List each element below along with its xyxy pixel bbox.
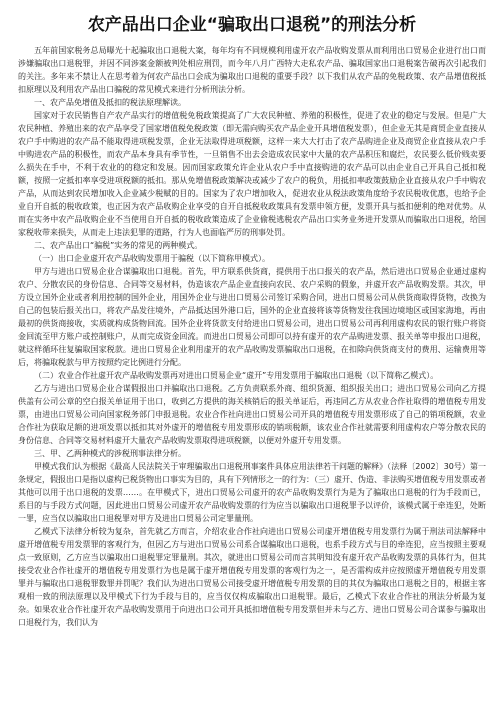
section-heading: （二）农业合作社虚开农产品收购发票再对进出口贸易企业“虚开”专用发票用于骗取出口退税（以下简称乙模式）。 bbox=[34, 371, 439, 380]
section-heading: 三、甲、乙两种模式的涉税刑事法律分析。 bbox=[34, 449, 186, 458]
body-paragraph: 甲方与进出口贸易企业合谋骗取出口退税。首先，甲方联系供货商，提供用于出口报关的农产品，然后进出口贸易企业通过虚构农户、分散农民的身份信息、合同等交易材料，伪造该农产品企业直接向农民、农户采购的假象，并虚开农产品收购发票。其次，甲方设立国外企业或者利用控制的国外企业，用国外企业与进出口贸易公司签订采购合同，进出口贸易公司从供货商取得货物，改换为自己的包装后报关出口，将农产品发往境外，产品抵达国外港口后，国外的企业直接将该等货物发往我国边境地区或国家海地，再由最初的供货商接收，实质就构成货物回流。国外企业将货款支付给进出口贸易公司，进出口贸易公司再利用虚构农民的银行账户将资金回流至甲方账户或控制账户，从而完成资金回流。而进出口贸易公司即可以持有虚开的农产品购进发票、报关单等申报出口退税，就这样循环往复骗取国家税款。进出口贸易企业利用虚开的农产品收购发票骗取出口退税，在扣除向供货商支付的费用、运输费用等后，将骗取税款与甲方按照约定比例进行分配。 bbox=[18, 267, 486, 367]
section-heading: （一）出口企业虚开农产品收购发票用于骗税（以下简称甲模式）。 bbox=[34, 254, 270, 263]
document-title: 农产品出口企业“骗取出口退税”的刑法分析 bbox=[87, 15, 417, 35]
body-paragraph: 乙模式下法律分析较为复杂，首先就乙方而言，介绍农业合作社向进出口贸易公司虚开增值税专用发票行为属于刑法司法解释中虚开增值税专用发票罪的客观行为，但因乙方与进出口贸易公司系合谋骗取出口退税，也系手段方式与目的牵连犯，应当按照主要观点一致原则，乙方应当以骗取出口退税罪定罪量刑。其次，就进出口贸易公司而言其明知没有虚开农产品收购发票的具体行为，但其接受农业合作社虚开的增值税专用发票行为也是属于虚开增值税专用发票的客观行为之一，是否需构成并应按照虚开增值税专用发票罪并与骗取出口退税罪数罪并罚呢？我们认为进出口贸易公司接受虚开增值税专用发票的目的其仅为骗取出口退税之目的，根据主客观相一致的刑法原理以及甲模式下行为手段与目的，应当仅仅构成骗取出口退税罪。最后，乙模式下农业合作社的刑法分析最为复杂。如果农业合作社虚开农产品收购发票用于向进出口公司开具抵扣增值税专用发票但并未与乙方、进出口贸易公司合谋参与骗取出口退税行为，我们认为 bbox=[18, 527, 486, 627]
document-body bbox=[18, 44, 486, 629]
section-heading: 二、农产品出口“骗税”实务的常见的两种模式。 bbox=[34, 241, 203, 250]
body-paragraph: 乙方与进出口贸易企业合谋假报出口并骗取出口退税。乙方负责联系外商、组织货源、组织报关出口；进出口贸易公司向乙方提供盖有公司公章的空白报关单证用于出口，收到乙方提供的海关核销后的报关单证后，再违同乙方从农业合作社取得的增值税专用发票，由进出口贸易公司向国家税务部门申报退税。农业合作社向进出口贸易公司开具的增值税专用发票形成了自己的销项税额，农业合作社为获取足额的进项发票以抵扣其对外虚开的增值税专用发票形成的销项税额，该农业合作社就需要利用虚构农户等分散农民的身份信息、合同等交易材料虚开大量农产品收购发票取得进项税额，以便对外虚开专用发票。 bbox=[18, 384, 486, 445]
body-paragraph: 五年前国家税务总局曝光十起骗取出口退税大案，每年均有不同规模利用虚开农产品收购发票从而利用出口贸易企业进行出口而涉嫌骗取出口退税罪，并因不同涉案金额被判处相应刑罚，而今年八月广西特大走私农产品、骗取国家出口退税案告破再次引起我们的关注。多年来不禁让人在思考着为何农产品出口会成为骗取出口退税的重要手段？以下我们从农产品的免税政策、农产品增值税抵扣原理以及利用农产品出口骗税的常见模式来进行分析刑法分析。 bbox=[18, 46, 486, 94]
section-heading: 一、农产品免增值及抵扣的税法原理解读。 bbox=[34, 98, 186, 107]
body-paragraph: 甲模式我们认为根据《最高人民法院关于审理骗取出口退税刑事案件具体应用法律若干问题的解释》（法释〔2002〕30号）第一条规定，假报出口是指以虚构已税货物出口事实为目的，具有下列情形之一的行为：（三）虚开、伪造、非法购买增值税专用发票或者其他可以用于出口退税的发票……。在甲模式下，进出口贸易公司虚开的农产品收购发票行为是为了骗取出口退税的行为手段而已，系目的与手段方式问题，因此进出口贸易公司虚开农产品收购发票的行为应当以骗取出口退税罪予以评价，该模式属于牵连犯，处断一罪，应当仅以骗取出口退税罪对甲方及进出口贸易公司定罪量刑。 bbox=[18, 462, 486, 523]
body-paragraph: 国家对于农民销售自产农产品实行的增值税免税政策提高了广大农民种植、养殖的积极性，促进了农业的稳定与发展。但是广大农民种植、养殖出来的农产品享受了国家增值税免税政策（即无需向购买农产品企业开具增值税发票），但企业无其是商贸企业直接从农户手中购进的农产品不能取得进项税发票，企业无法取得进项税额，这样一来大大打击了农产品购进企业及商贸企业直接从农户手中购进农产品的积极性，而农产品本身具有季节性，一旦销售不出去会造成农民家中大量的农产品积压和腐烂，农民要么低价贱卖要么损失在手中，不利于农业的的稳定和发展。因而国家政策允许企业从农户手中直接购进的农产品可以由企业自己开具自己抵扣税额，按照一定抵扣率享受进项税额的抵扣。那从免增值税政策解决或减少了农户的税负，用抵扣率政策鼓励企业直接从农户手中购农产品，从而达到农民增加收入企业减少税赋的目的。国家为了农户增加收入，促进农业从税法政策角度给予农民税收优惠，也给予企业自开自抵的税收政策，也正因为农产品收购企业享受的自开自抵税收政策具有发票申领方便，发票开具与抵扣便利的绝对优势。从而在实务中农产品收购企业不当使用自开自抵的税收政策造成了企业偷税逃税农产品出口实务业务进开发票从而骗取出口退税，给国家税收带来损失，从而走上违法犯罪的道路，行为人也面临严厉的刑事处罚。 bbox=[18, 111, 486, 237]
